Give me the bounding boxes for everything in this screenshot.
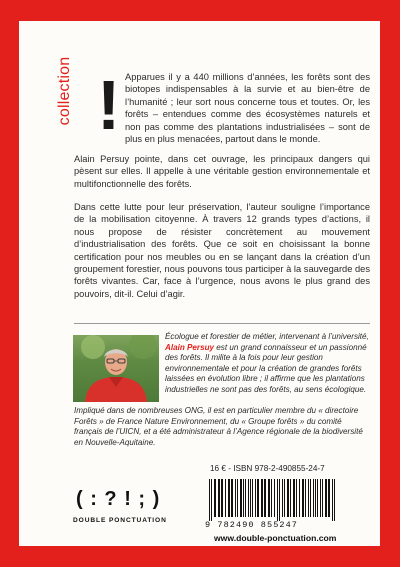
barcode-bar	[209, 479, 210, 521]
collection-tab	[51, 50, 79, 150]
barcode-bar	[271, 479, 272, 517]
barcode-bar	[214, 479, 216, 517]
barcode-bar	[250, 479, 251, 517]
barcode-bar	[243, 479, 244, 517]
summary-paragraph-1: Alain Persuy pointe, dans cet ouvrage, les principaux dangers qui pèsent sur elles. Il appelle à une véritable gestion environnementale et multifonctionnelle des forêts.	[74, 154, 370, 189]
barcode-bar	[317, 479, 318, 517]
barcode-bar	[237, 479, 238, 517]
publisher-website: www.double-ponctuation.com	[214, 533, 337, 543]
barcode-bar	[290, 479, 291, 517]
barcode-bar	[332, 479, 333, 521]
publisher-name: DOUBLE PONCTUATION	[73, 517, 167, 524]
exclamation-mark: !	[97, 66, 121, 144]
barcode-bar	[221, 479, 223, 517]
price-isbn: 16 € - ISBN 978-2-490855-24-7	[210, 464, 325, 473]
barcode-digits: 9 782490 855247	[205, 520, 299, 530]
barcode-bar	[282, 479, 283, 517]
barcode-bar	[305, 479, 306, 517]
barcode-bar	[320, 479, 321, 517]
barcode-bar	[257, 479, 259, 517]
barcode-bar	[284, 479, 285, 517]
author-name: Alain Persuy	[165, 342, 215, 352]
barcode-bar	[235, 479, 236, 517]
intro-paragraph: Apparues il y a 440 millions d’années, les forêts sont des biotopes indispensables à la survie et au bien-être de l’humanité ; leur sort nous concerne tous et toutes. Or, les forêts – entendues comme des écosystèmes naturels et non pas comme des plantations industrialisées – sont de plus en plus menacées, partout dans le monde.	[125, 72, 370, 145]
barcode-bar	[334, 479, 335, 521]
barcode-bar	[325, 479, 327, 517]
author-bio-body: est un grand connaisseur et un passionné des forêts. Il milite à la fois pour leur gestion environnementale et pour la création de grandes forêts laissées en évolution libre ; il affirme que les plantations industrielles ne sont pas des forêts, au sens écologique.	[165, 342, 367, 394]
author-bio-continued: Impliqué dans de nombreuses ONG, il est en particulier membre du « directoire Forêts » de France Nature Environnement, du « Groupe forêts » du comité français de l’UICN, et a été administrateur à l’Agence régionale de la biodiversité en Nouvelle-Aquitaine.	[74, 406, 363, 447]
section-divider	[74, 323, 370, 324]
author-bio-intro: Écologue et forestier de métier, intervenant à l’université,	[165, 332, 369, 341]
barcode-bar	[313, 479, 314, 517]
barcode-bar	[302, 479, 304, 517]
publisher-logo: ( : ? ! ; )	[76, 488, 161, 510]
barcode-bar	[252, 479, 253, 517]
barcode-bar	[296, 479, 297, 517]
author-photo	[73, 335, 159, 402]
barcode-bar	[277, 479, 278, 521]
barcode-bar	[211, 479, 212, 521]
barcode-bar	[299, 479, 300, 517]
barcode-bar	[255, 479, 256, 517]
barcode-bar	[287, 479, 289, 517]
barcode-bar	[228, 479, 230, 517]
isbn-barcode	[206, 479, 364, 521]
barcode-bar	[264, 479, 266, 517]
barcode-bar	[245, 479, 246, 517]
barcode-bar	[225, 479, 226, 517]
summary-paragraph-2: Dans cette lutte pour leur préservation, l’auteur souligne l’importance de la mobilisation citoyenne. À travers 12 grands types d’actions, il nous propose de résister concrètement au mouvement d’industrialisation des forêts. Que ce soit en choisissant la bonne certification pour nos meubles ou en se lançant dans la création d’un groupement forestier, nous pouvons tous participer à la sauvegarde des forêts vivantes. Car, face à l’urgence, nous avons le plus grand des pouvoirs, dit-il. Celui d’agir.	[74, 202, 370, 299]
barcode-bar	[322, 479, 323, 517]
barcode-bar	[308, 479, 309, 517]
author-portrait-image	[73, 335, 159, 402]
author-bio	[165, 332, 370, 396]
barcode-bar	[310, 479, 311, 517]
barcode-bar	[261, 479, 263, 517]
barcode-bar	[240, 479, 242, 517]
barcode-bar	[274, 479, 275, 517]
barcode-bar	[315, 479, 316, 517]
barcode-bar	[248, 479, 249, 517]
barcode-bar	[268, 479, 270, 517]
barcode-bar	[231, 479, 233, 517]
barcode-bar	[328, 479, 330, 517]
barcode-bar	[293, 479, 295, 517]
barcode-bar	[218, 479, 220, 517]
collection-label: collection	[56, 56, 73, 126]
barcode-bar	[279, 479, 280, 521]
